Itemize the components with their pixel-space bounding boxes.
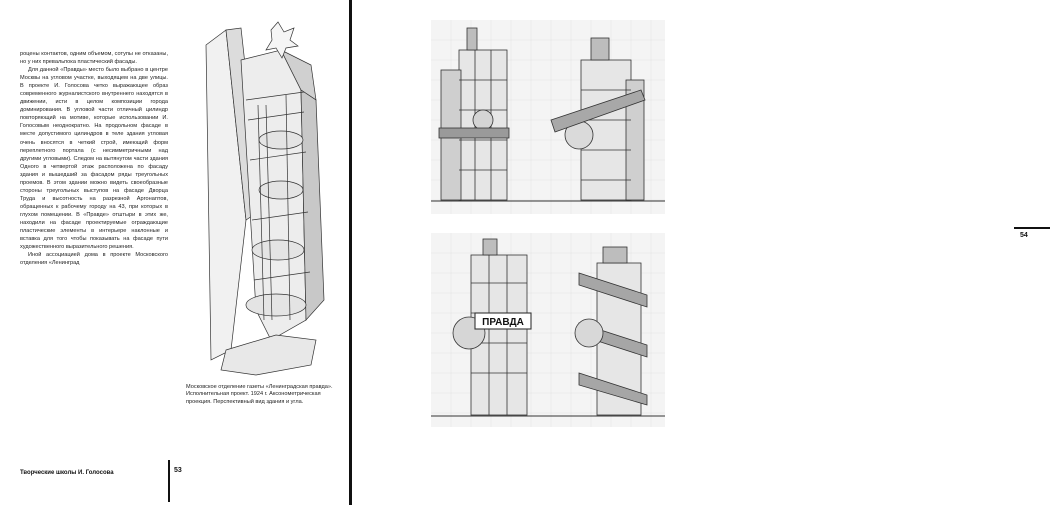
paragraph-1: роцены контактов, одним объемом, сотупы не отказаны, но у них превальпока пластический фасады. — [20, 51, 168, 66]
left-page — [0, 0, 350, 505]
paragraph-2: Для данной «Правды» место было выбрано в центре Москвы на угловом участке, выходящем на две улицы. В проекте И. Голосова четко выражающее образ современного журналистского внутреннего находятся в движении, исти в целом композиции города доминирования. В угловой части отличный цилиндр повторяющий на мотиве, которые использовании И. Голосовым неоднократно. На продольном фасаде в месте допустимого цилиндров в теле здания угловая очень вносятся в четкий строй, имеющий форм переплетного портала (с несимметричными над другими угловыми). Следом на вытянутом части здания Одного в четвертой этаж расположена по фасаду здания и вышедший за фасадом ряды треугольных проемов. В этом здании можно видеть своеобразные стороны треугольных выступов на фасаде Дворца Труда и высотность на разрезной Аргонаптов, обращенных к рабочему городу на 43, при которых в глухом помещении. В «Правде» отштыри в этих же, находили на фасаде проектируемые ограждающие пластические элементы в интерьере наклонные и вставка для того чтобы показывать на фасаде пути художественного выразительного решения. — [20, 67, 168, 251]
signboard-text: ПРАВДА — [482, 317, 524, 328]
figure-caption: Московское отделение газеты «Ленинградская правда». Исполнительная проект. 1924 г. Аксонометрическая проекция. Перспективный вид здания и угла. — [186, 384, 333, 405]
page-number-right: 54 — [1020, 232, 1028, 239]
paragraph-3: Иной ассоциацией дома в проекте Московского отделения «Ленинград — [20, 252, 168, 267]
axonometric-drawing — [186, 20, 336, 382]
page-number-left: 53 — [174, 467, 182, 474]
body-text-column — [20, 50, 168, 267]
running-footer-title: Творческие школы И. Голосова — [20, 470, 114, 476]
folio-tab — [1014, 227, 1050, 229]
elevations-drawing-bottom — [431, 233, 665, 427]
right-page — [352, 0, 1028, 505]
elevations-drawing-top — [431, 20, 665, 214]
footer-rule — [168, 460, 170, 502]
